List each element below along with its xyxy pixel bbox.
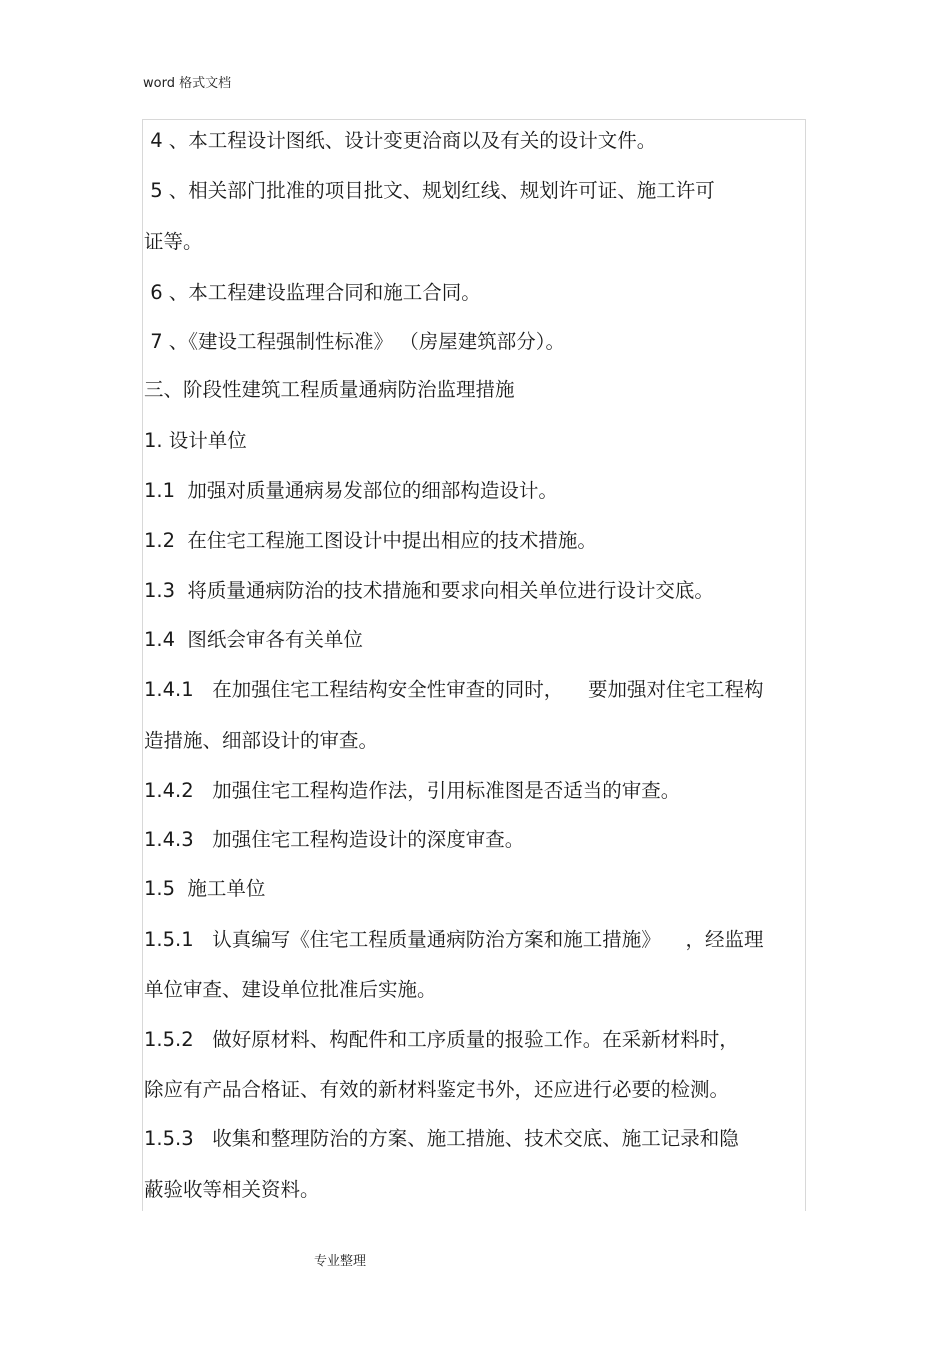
text-line: 6 、本工程建设监理合同和施工合同。 [144,281,481,304]
text-line: 1.4.2 加强住宅工程构造作法，引用标准图是否适当的审查。 [144,779,681,802]
subsection-heading: 1. 设计单位 [144,429,247,452]
text-line: 1.5.1 认真编写《住宅工程质量通病防治方案和施工措施》 ，经监理 [144,928,764,951]
text-line: 单位审查、建设单位批准后实施。 [144,978,437,1001]
text-line: 1.1 加强对质量通病易发部位的细部构造设计。 [144,479,558,502]
text-line: 1.2 在住宅工程施工图设计中提出相应的技术措施。 [144,529,597,552]
text-line: 7 、《建设工程强制性标准》 （房屋建筑部分）。 [144,330,566,353]
text-line: 1.4.3 加强住宅工程构造设计的深度审查。 [144,828,525,851]
text-line: 证等。 [144,230,203,253]
text-line: 1.4 图纸会审各有关单位 [144,628,363,651]
text-line: 1.3 将质量通病防治的技术措施和要求向相关单位进行设计交底。 [144,579,714,602]
text-line: 1.5.2 做好原材料、构配件和工序质量的报验工作。在采新材料时， [144,1028,739,1051]
text-line: 1.4.1 在加强住宅工程结构安全性审查的同时， 要加强对住宅工程构 [144,678,764,701]
page-footer: 专业整理 [314,1254,367,1269]
page-header: word 格式文档 [143,76,232,91]
section-heading: 三、阶段性建筑工程质量通病防治监理措施 [144,378,515,401]
text-line: 1.5.3 收集和整理防治的方案、施工措施、技术交底、施工记录和隐 [144,1127,739,1150]
text-line: 5 、相关部门批准的项目批文、规划红线、规划许可证、施工许可 [144,179,715,202]
text-line: 造措施、细部设计的审查。 [144,729,379,752]
text-line: 除应有产品合格证、有效的新材料鉴定书外，还应进行必要的检测。 [144,1078,730,1101]
text-line: 1.5 施工单位 [144,877,266,900]
text-line: 蔽验收等相关资料。 [144,1178,320,1201]
text-line: 4 、本工程设计图纸、设计变更洽商以及有关的设计文件。 [144,129,657,152]
